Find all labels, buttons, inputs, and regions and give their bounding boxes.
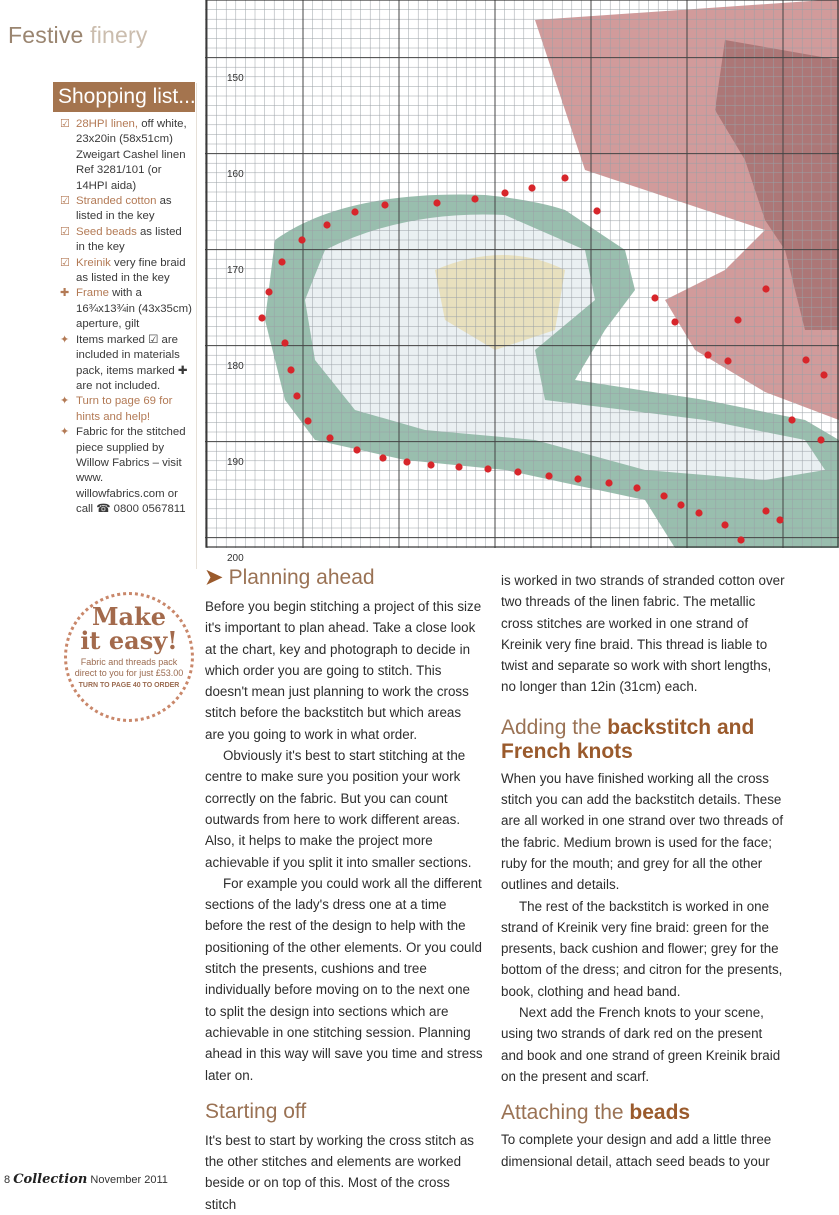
bead-marker — [677, 501, 684, 508]
bead-marker — [737, 536, 744, 543]
starting-p1-cont: is worked in two strands of stranded cotton over two threads of the linen fabric. The metallic cross stitches are worked in one strand of Kreinik very fine braid. This thread is liable to twist and separate so work with short lengths, no longer than 12in (31cm) each. — [501, 573, 785, 695]
badge-line1: Make — [91, 602, 166, 631]
backstitch-p2: The rest of the backstitch is worked in one strand of Kreinik very fine braid: green for the presents, back cushion and flower; grey for the bottom of the dress; and citron for the presents, book, clothing and head band. — [501, 898, 783, 999]
bullet-icon: ✦ — [60, 333, 70, 346]
shopping-item-text: as listed in the key — [76, 225, 182, 254]
cross-stitch-chart — [205, 0, 839, 564]
bead-marker — [561, 174, 568, 181]
bead-marker — [788, 416, 795, 423]
issue-date: November 2011 — [90, 1174, 168, 1186]
bead-marker — [734, 316, 741, 323]
bead-marker — [326, 434, 333, 441]
bead-marker — [281, 339, 288, 346]
shopping-item — [60, 256, 192, 287]
badge-line2: it easy! — [80, 626, 178, 655]
bead-marker — [381, 201, 388, 208]
chart-row-label: 190 — [227, 456, 244, 468]
shopping-item-text: very fine braid as listed in the key — [76, 256, 186, 285]
shopping-item-highlight: Seed beads — [76, 225, 137, 238]
plus-icon: ✚ — [60, 287, 70, 300]
bead-marker — [660, 492, 667, 499]
bead-marker — [501, 189, 508, 196]
bead-marker — [433, 199, 440, 206]
shopping-item-text: off white, 23x20in (58x51cm) Zweigart Cashel linen Ref 3281/101 (or 14HPI aida) — [76, 118, 187, 192]
chart-row-label: 170 — [227, 264, 244, 276]
arrow-icon: ➤ — [205, 566, 223, 589]
shopping-item — [60, 194, 192, 225]
planning-p2: Obviously it's best to start stitching at the centre to make sure you position your work correctly on the fabric. But you can count outwards from here to work different areas. Also, it helps to make the project more achievable if you split it into smaller sections. — [205, 748, 472, 870]
bead-marker — [484, 465, 491, 472]
shopping-item-highlight: 28HPI linen, — [76, 118, 139, 130]
bead-marker — [724, 357, 731, 364]
heading-beads: Attaching the beads — [501, 1101, 691, 1125]
bead-marker — [671, 318, 678, 325]
heading-planning: ➤ Planning ahead — [205, 566, 375, 589]
shopping-item-text: as listed in the key — [76, 195, 172, 223]
bead-marker — [258, 314, 265, 321]
chart-row-label: 160 — [227, 168, 244, 180]
bead-marker — [721, 521, 728, 528]
shopping-item — [60, 394, 192, 425]
bead-marker — [304, 417, 311, 424]
backstitch-p3: Next add the French knots to your scene, using two strands of dark red on the present and book and one strand of green Kreinik braid on the present and scarf. — [501, 1005, 781, 1084]
shopping-item — [60, 333, 192, 395]
bead-marker — [265, 288, 272, 295]
shopping-item-highlight: Stranded cotton — [76, 195, 157, 208]
shopping-item-highlight: Frame — [76, 287, 109, 300]
bead-marker — [323, 221, 330, 228]
bead-marker — [528, 184, 535, 191]
backstitch-p1: When you have finished working all the cross stitch you can add the backstitch details. These are all worked in one strand over two threads of the fabric. Medium brown is used for the face; ruby for the mouth; and grey for all the other outlines and details. — [501, 770, 784, 893]
shopping-item-highlight: Kreinik — [76, 256, 111, 269]
bead-marker — [762, 285, 769, 292]
starting-p1: It's best to start by working the cross stitch as the other stitches and elements are worked beside or on top of this. Most of the cross stitch — [205, 1132, 474, 1212]
heading-starting: Starting off — [205, 1099, 307, 1123]
bead-marker — [427, 461, 434, 468]
badge-line3: Fabric and threads pack direct to you for just £53.00 — [74, 657, 184, 678]
bead-marker — [820, 371, 827, 378]
magazine-name: Collection — [13, 1172, 88, 1187]
page-number: 8 — [4, 1174, 11, 1186]
shopping-list — [60, 117, 192, 518]
heading-backstitch: Adding the backstitch and French knots — [501, 715, 755, 763]
bead-marker — [802, 356, 809, 363]
header-title-a: Festive — [8, 22, 84, 48]
bead-marker — [278, 258, 285, 265]
bead-marker — [514, 468, 521, 475]
make-it-easy-badge — [64, 592, 194, 722]
bead-marker — [287, 366, 294, 373]
bead-marker — [776, 516, 783, 523]
shopping-item — [60, 425, 192, 517]
bead-marker — [455, 463, 462, 470]
bead-marker — [545, 472, 552, 479]
page-footer — [4, 1172, 168, 1187]
bead-marker — [605, 479, 612, 486]
bullet-icon: ✦ — [60, 426, 70, 439]
checkbox-icon: ☑ — [60, 225, 70, 238]
bead-marker — [298, 236, 305, 243]
bead-marker — [351, 208, 358, 215]
bead-marker — [293, 392, 300, 399]
checkbox-icon: ☑ — [60, 118, 70, 130]
bead-marker — [353, 446, 360, 453]
bead-marker — [651, 294, 658, 301]
chart-row-label: 150 — [227, 72, 244, 84]
checkbox-icon: ☑ — [60, 195, 70, 208]
shopping-list-title: Shopping list... — [53, 82, 195, 112]
bead-marker — [379, 454, 386, 461]
beads-p1: To complete your design and add a little three dimensional detail, attach seed beads to your — [501, 1132, 772, 1169]
bead-marker — [574, 475, 581, 482]
header-title-b: finery — [90, 22, 148, 48]
shopping-item-text: Items marked ☑ are included in materials pack, items marked ✚ are not included. — [76, 333, 188, 392]
bead-marker — [633, 484, 640, 491]
bead-marker — [593, 207, 600, 214]
shopping-item-text: Fabric for the stitched piece supplied by Willow Fabrics – visit www. willowfabrics.com or call ☎ 0800 0567811 — [76, 426, 186, 516]
bead-marker — [704, 351, 711, 358]
shopping-item-highlight: Turn to page 69 for hints and help! — [76, 395, 173, 423]
planning-p3: For example you could work all the different sections of the lady's dress one at a time before the rest of the design to help with the positioning of the other elements. Or you could stitch the presents, cushions and tree individually before moving on to the next one to split the design into sections which are achievable in one stitching session. Planning ahead in this way will save you time and stress later on. — [205, 875, 483, 1083]
bead-marker — [471, 195, 478, 202]
shopping-item — [60, 225, 192, 256]
shopping-item-text: with a 16¾x13¾in (43x35cm) aperture, gilt — [76, 287, 192, 331]
text-column-right — [501, 570, 786, 1172]
chart-row-label: 180 — [227, 360, 244, 372]
shopping-item — [60, 286, 192, 332]
bullet-icon: ✦ — [60, 395, 70, 408]
checkbox-icon: ☑ — [60, 256, 70, 269]
bead-marker — [403, 458, 410, 465]
bead-marker — [817, 436, 824, 443]
text-column-left — [205, 566, 483, 1215]
chart-row-label: 200 — [227, 552, 244, 564]
shopping-item — [60, 117, 192, 194]
planning-p1: Before you begin stitching a project of this size it's important to plan ahead. Take a close look at the chart, key and photograph to decide in which order you are going to stitch. This doesn't mean just planning to work the cross stitch before the backstitch but which areas are you going to work in what order. — [205, 599, 482, 742]
bead-marker — [762, 507, 769, 514]
badge-line4: TURN TO PAGE 40 TO ORDER — [78, 682, 180, 689]
bead-marker — [695, 509, 702, 516]
section-header — [8, 22, 148, 49]
